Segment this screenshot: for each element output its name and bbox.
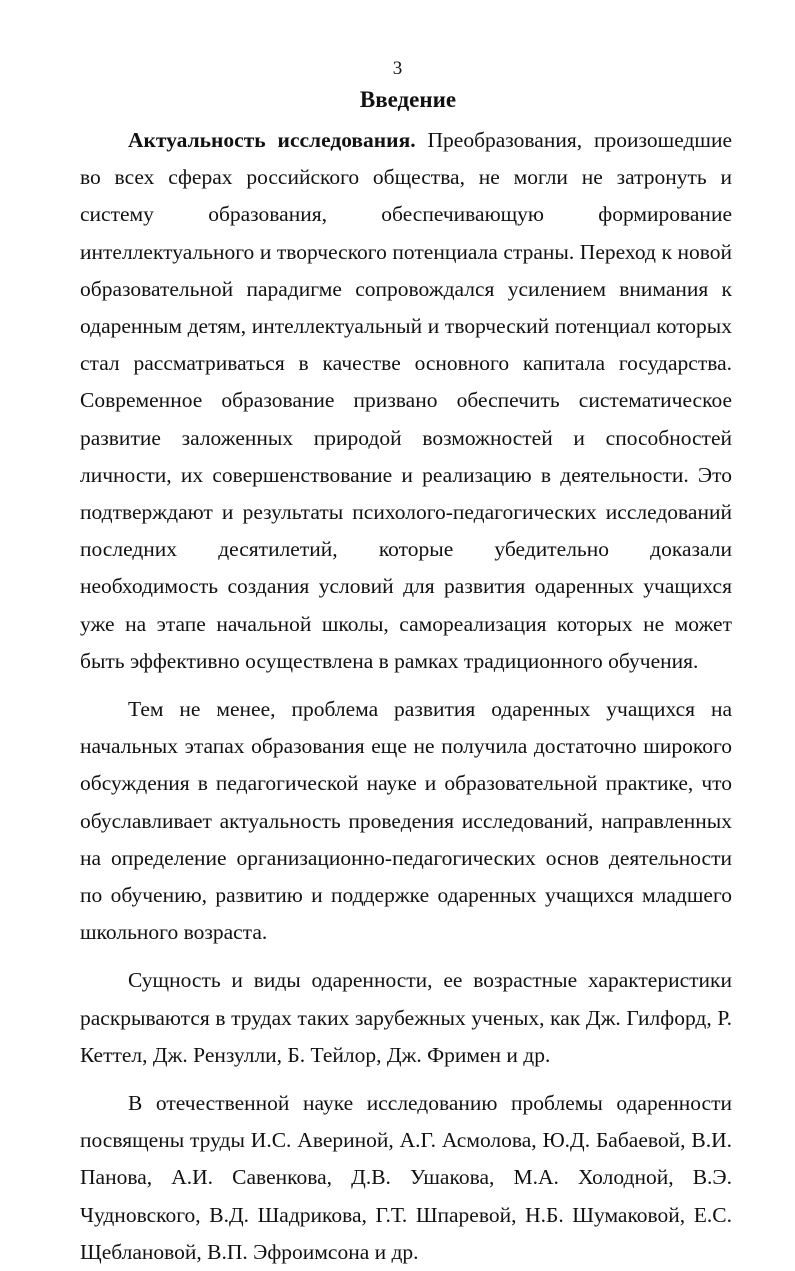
paragraph-text: Тем не менее, проблема развития одаренных учащихся на начальных этапах образования еще не получила достаточно широкого обсуждения в педагогической науке и образовательной практике, что обуславливает актуальность проведения исследований, направленных на определение организационно-педагогических основ деятельности по обучению, развитию и поддержке одаренных учащихся младшего школьного возраста.	[80, 697, 732, 945]
paragraph-lead: Актуальность исследования.	[128, 128, 416, 152]
paragraph-foreign-research	[80, 962, 732, 1074]
page-number: 3	[392, 58, 403, 79]
section-title: Введение	[359, 87, 457, 112]
document-body	[80, 122, 732, 1271]
paragraph-problem	[80, 691, 732, 951]
paragraph-domestic-research	[80, 1085, 732, 1271]
paragraph-text: Преобразования, произошедшие во всех сферах российского общества, не могли не затронуть и систему образования, обеспечивающую формирование интеллектуального и творческого потенциала страны. Переход к новой образовательной парадигме сопровождался усилением внимания к одаренным детям, интеллектуальный и творческий потенциал которых стал рассматриваться в качестве основного капитала государства. Современное образование призвано обеспечить систематическое развитие заложенных природой возможностей и способностей личности, их совершенствование и реализацию в деятельности. Это подтверждают и результаты психолого-педагогических исследований последних десятилетий, которые убедительно доказали необходимость создания условий для развития одаренных учащихся уже на этапе начальной школы, самореализация которых не может быть эффективно осуществлена в рамках традиционного обучения.	[80, 128, 733, 673]
paragraph-relevance	[80, 122, 732, 680]
paragraph-text: В отечественной науке исследованию проблемы одаренности посвящены труды И.С. Авериной, А.Г. Асмолова, Ю.Д. Бабаевой, В.И. Панова, А.И. Савенкова, Д.В. Ушакова, М.А. Холодной, В.Э. Чудновского, В.Д. Шадрикова, Г.Т. Шпаревой, Н.Б. Шумаковой, Е.С. Щеблановой, В.П. Эфроимсона и др.	[80, 1091, 732, 1264]
paragraph-text: Сущность и виды одаренности, ее возрастные характеристики раскрываются в трудах таких зарубежных ученых, как Дж. Гилфорд, Р. Кеттел, Дж. Рензулли, Б. Тейлор, Дж. Фримен и др.	[80, 968, 732, 1067]
